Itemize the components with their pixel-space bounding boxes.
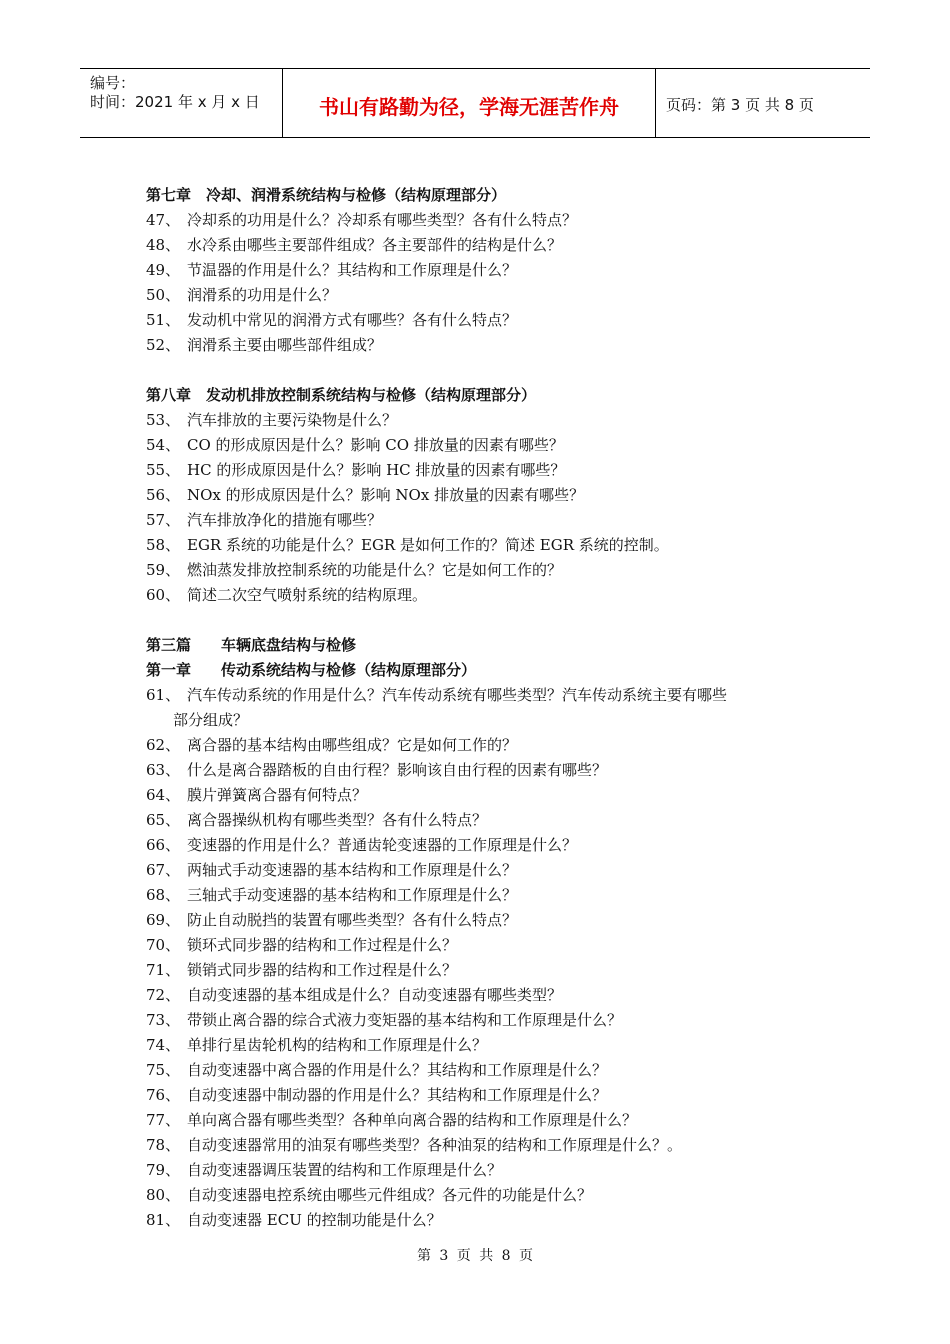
question-text: 自动变速器的基本组成是什么？自动变速器有哪些类型？: [187, 986, 563, 1004]
question-item: [146, 758, 826, 783]
chapter-7: [146, 183, 826, 358]
question-item: [146, 483, 826, 508]
question-number: 81、: [146, 1211, 181, 1229]
page-header: [80, 68, 870, 138]
question-item: [146, 983, 826, 1008]
question-text: 自动变速器常用的油泵有哪些类型？各种油泵的结构和工作原理是什么？。: [187, 1136, 683, 1154]
question-text: 什么是离合器踏板的自由行程？影响该自由行程的因素有哪些？: [187, 761, 608, 779]
question-item: [146, 333, 826, 358]
chapter-title: 第一章 传动系统结构与检修（结构原理部分）: [146, 661, 477, 679]
question-text-continued: 部分组成？: [173, 711, 249, 729]
question-item: [146, 533, 826, 558]
header-motto-cell: [283, 69, 656, 137]
question-text: 自动变速器调压装置的结构和工作原理是什么？: [187, 1161, 503, 1179]
question-text: CO 的形成原因是什么？影响 CO 排放量的因素有哪些？: [187, 436, 564, 454]
question-item: [146, 833, 826, 858]
question-number: 76、: [146, 1086, 181, 1104]
question-text: 润滑系主要由哪些部件组成？: [187, 336, 383, 354]
question-item: [146, 1083, 826, 1108]
question-item: [146, 1008, 826, 1033]
question-text: 单向离合器有哪些类型？各种单向离合器的结构和工作原理是什么？: [187, 1111, 638, 1129]
question-number: 50、: [146, 286, 181, 304]
question-text: 简述二次空气喷射系统的结构原理。: [187, 586, 428, 604]
question-item: [146, 208, 826, 233]
question-item: [146, 733, 826, 758]
question-item: [146, 433, 826, 458]
question-number: 68、: [146, 886, 181, 904]
question-text: EGR 系统的功能是什么？EGR 是如何工作的？简述 EGR 系统的控制。: [187, 536, 669, 554]
question-text: 燃油蒸发排放控制系统的功能是什么？它是如何工作的？: [187, 561, 563, 579]
page-label: 页码：第 3 页 共 8 页: [666, 96, 814, 114]
question-text: 节温器的作用是什么？其结构和工作原理是什么？: [187, 261, 518, 279]
question-text: 变速器的作用是什么？普通齿轮变速器的工作原理是什么？: [187, 836, 578, 854]
question-item: [146, 1108, 826, 1133]
question-number: 64、: [146, 786, 181, 804]
question-text: 锁环式同步器的结构和工作过程是什么？: [187, 936, 458, 954]
question-text: 膜片弹簧离合器有何特点？: [187, 786, 368, 804]
question-text: HC 的形成原因是什么？影响 HC 排放量的因素有哪些？: [187, 461, 566, 479]
question-item: [146, 958, 826, 983]
question-text: 三轴式手动变速器的基本结构和工作原理是什么？: [187, 886, 518, 904]
question-number: 62、: [146, 736, 181, 754]
question-number: 57、: [146, 511, 181, 529]
question-text: 自动变速器中制动器的作用是什么？其结构和工作原理是什么？: [187, 1086, 608, 1104]
question-number: 73、: [146, 1011, 181, 1029]
motto: 书山有路勤为径，学海无涯苦作舟: [319, 95, 619, 119]
question-text: 自动变速器电控系统由哪些元件组成？各元件的功能是什么？: [187, 1186, 593, 1204]
chapter-8: [146, 383, 826, 608]
question-number: 69、: [146, 911, 181, 929]
question-item: [146, 783, 826, 808]
question-number: 74、: [146, 1036, 181, 1054]
question-number: 63、: [146, 761, 181, 779]
question-number: 65、: [146, 811, 181, 829]
question-item: [146, 883, 826, 908]
question-number: 59、: [146, 561, 181, 579]
question-number: 79、: [146, 1161, 181, 1179]
question-text: 单排行星齿轮机构的结构和工作原理是什么？: [187, 1036, 488, 1054]
question-number: 78、: [146, 1136, 181, 1154]
question-text: 离合器操纵机构有哪些类型？各有什么特点？: [187, 811, 488, 829]
question-item: [146, 283, 826, 308]
question-number: 49、: [146, 261, 181, 279]
question-number: 61、: [146, 686, 181, 704]
question-item: [146, 308, 826, 333]
question-item: [146, 1058, 826, 1083]
question-item: [146, 908, 826, 933]
question-item: [146, 933, 826, 958]
question-number: 47、: [146, 211, 181, 229]
question-text: 两轴式手动变速器的基本结构和工作原理是什么？: [187, 861, 518, 879]
question-item: [146, 233, 826, 258]
question-item: [146, 683, 826, 733]
question-item: [146, 1208, 826, 1233]
question-number: 77、: [146, 1111, 181, 1129]
chapter-title: 第七章 冷却、润滑系统结构与检修（结构原理部分）: [146, 186, 507, 204]
question-number: 70、: [146, 936, 181, 954]
question-text: 锁销式同步器的结构和工作过程是什么？: [187, 961, 458, 979]
question-number: 60、: [146, 586, 181, 604]
question-text: 汽车传动系统的作用是什么？汽车传动系统有哪些类型？汽车传动系统主要有哪些: [187, 686, 728, 704]
question-text: 汽车排放净化的措施有哪些？: [187, 511, 383, 529]
question-item: [146, 408, 826, 433]
question-number: 55、: [146, 461, 181, 479]
question-number: 66、: [146, 836, 181, 854]
question-number: 51、: [146, 311, 181, 329]
document-body: [146, 183, 826, 1233]
question-text: 冷却系的功用是什么？冷却系有哪些类型？各有什么特点？: [187, 211, 578, 229]
question-number: 67、: [146, 861, 181, 879]
question-text: 润滑系的功用是什么？: [187, 286, 338, 304]
question-text: 汽车排放的主要污染物是什么？: [187, 411, 398, 429]
question-item: [146, 1183, 826, 1208]
question-item: [146, 583, 826, 608]
question-text: 自动变速器中离合器的作用是什么？其结构和工作原理是什么？: [187, 1061, 608, 1079]
question-number: 54、: [146, 436, 181, 454]
question-item: [146, 808, 826, 833]
question-text: 防止自动脱挡的装置有哪些类型？各有什么特点？: [187, 911, 518, 929]
question-number: 52、: [146, 336, 181, 354]
question-text: 水冷系由哪些主要部件组成？各主要部件的结构是什么？: [187, 236, 563, 254]
question-item: [146, 858, 826, 883]
question-item: [146, 558, 826, 583]
question-text: 带锁止离合器的综合式液力变矩器的基本结构和工作原理是什么？: [187, 1011, 623, 1029]
question-text: 自动变速器 ECU 的控制功能是什么？: [187, 1211, 442, 1229]
part-title: 第三篇 车辆底盘结构与检修: [146, 636, 357, 654]
header-page-cell: [656, 69, 870, 137]
question-number: 48、: [146, 236, 181, 254]
question-number: 75、: [146, 1061, 181, 1079]
question-text: 发动机中常见的润滑方式有哪些？各有什么特点？: [187, 311, 518, 329]
time-label: 时间：2021 年 x 月 x 日: [90, 93, 260, 111]
question-item: [146, 1133, 826, 1158]
question-number: 53、: [146, 411, 181, 429]
question-item: [146, 1033, 826, 1058]
question-item: [146, 458, 826, 483]
question-text: NOx 的形成原因是什么？影响 NOx 排放量的因素有哪些？: [187, 486, 585, 504]
question-number: 56、: [146, 486, 181, 504]
question-text: 离合器的基本结构由哪些组成？它是如何工作的？: [187, 736, 518, 754]
question-number: 80、: [146, 1186, 181, 1204]
question-number: 71、: [146, 961, 181, 979]
number-label: 编号：: [90, 74, 136, 92]
question-item: [146, 258, 826, 283]
part-3: [146, 633, 826, 1233]
page-footer: 第 3 页 共 8 页: [416, 1248, 534, 1264]
chapter-title: 第八章 发动机排放控制系统结构与检修（结构原理部分）: [146, 386, 537, 404]
question-number: 58、: [146, 536, 181, 554]
question-item: [146, 508, 826, 533]
question-number: 72、: [146, 986, 181, 1004]
header-info-cell: [80, 69, 283, 137]
question-item: [146, 1158, 826, 1183]
